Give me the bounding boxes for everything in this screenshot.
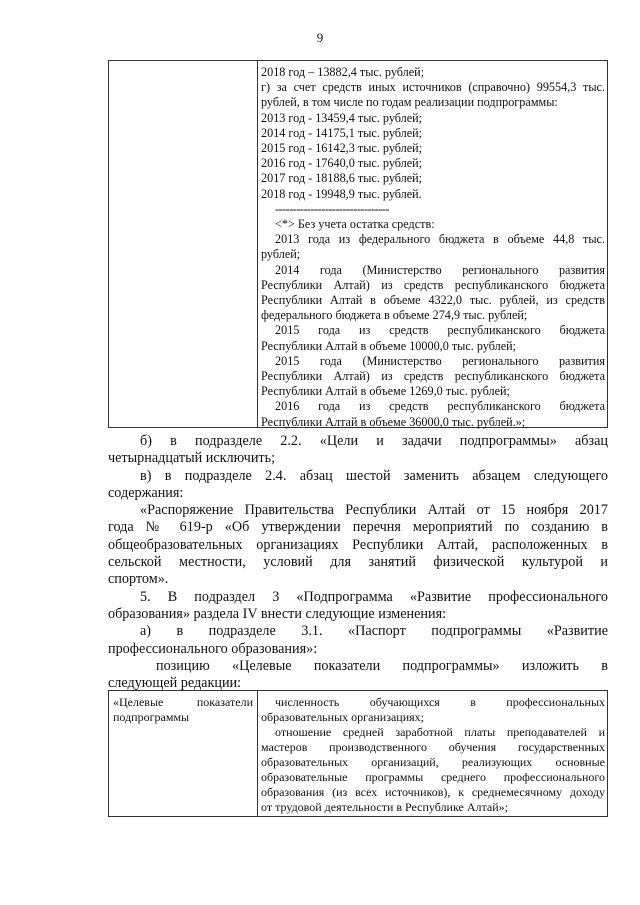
body-line: б) в подразделе 2.2. «Цели и задачи подпрограммы» абзац: [140, 433, 608, 449]
footnote-line: Республики Алтай в объеме 10000,0 тыс. рублей;: [261, 338, 517, 353]
funding-cell: [261, 65, 605, 430]
column-divider: [257, 691, 258, 816]
funding-line: 2016 год - 17640,0 тыс. рублей;: [261, 156, 423, 171]
page-number: 9: [316, 30, 324, 45]
indicator-line: образовательных организаций, реализующих основные: [261, 755, 605, 769]
indicator-line: образовательных организациях;: [261, 710, 424, 724]
body-line: в) в подразделе 2.4. абзац шестой заменить абзацем следующего: [140, 467, 608, 484]
body-line: образования» раздела IV внести следующие изменения:: [108, 605, 447, 622]
body-line: спортом».: [108, 571, 169, 588]
footnote-line: Республики Алтай в объеме 1269,0 тыс. рублей;: [261, 384, 510, 399]
body-line: профессионального образования»:: [108, 640, 318, 657]
footnote-line: 2015 года из средств республиканского бюджета: [275, 323, 605, 338]
funding-line: рублей, в том числе по годам реализации подпрограммы:: [261, 95, 558, 110]
indicator-line: мастеров производственного обучения государственных: [261, 740, 605, 754]
funding-line: 2018 год - 19948,9 тыс. рублей.: [261, 186, 422, 201]
body-line: а) в подразделе 3.1. «Паспорт подпрограммы «Развитие: [140, 623, 608, 640]
footnote-line: 2014 года (Министерство регионального развития: [275, 262, 605, 277]
indicator-values-cell: [261, 695, 605, 815]
footnote-line: Республики Алтай в объеме 36000,0 тыс. рублей.»;: [261, 414, 526, 429]
target-indicators-table: [108, 690, 608, 817]
body-line: следующей редакции:: [108, 675, 242, 692]
indicator-line: численность обучающихся в профессиональных: [275, 695, 605, 709]
funding-line: г) за счет средств иных источников (справочно) 99554,3 тыс.: [261, 80, 605, 95]
footnote-line: Республики Алтай в объеме 4322,0 тыс. рублей, из средств: [261, 293, 605, 308]
body-line: сельской местности, условий для занятий физической культурой и: [108, 554, 608, 571]
indicator-line: образовательные программы среднего профессионального: [261, 770, 605, 784]
funding-table: [108, 60, 608, 428]
indicator-heading-line: «Целевые показатели: [113, 695, 253, 709]
funding-line: 2017 год - 18188,6 тыс. рублей;: [261, 171, 423, 186]
footnote-line: 2015 года (Министерство регионального развития: [275, 353, 605, 368]
body-line: 5. В подраздел 3 «Подпрограмма «Развитие профессионального: [140, 588, 608, 605]
body-line: позицию «Целевые показатели подпрограммы» изложить в: [156, 657, 608, 674]
body-line: четырнадцатый исключить;: [108, 450, 276, 467]
body-line: «Распоряжение Правительства Республики Алтай от 15 ноября 2017: [140, 502, 608, 519]
column-divider: [257, 61, 258, 427]
body-line: содержания:: [108, 484, 184, 501]
funding-line: 2015 год - 16142,3 тыс. рублей;: [261, 141, 423, 156]
footnote-separator: --------------------------------: [275, 201, 389, 216]
funding-line: 2014 год - 14175,1 тыс. рублей;: [261, 125, 423, 140]
footnote-line: рублей;: [261, 247, 301, 262]
document-body: [108, 433, 608, 692]
body-line: года № 619-р «Об утверждении перечня мероприятий по созданию в: [108, 519, 608, 536]
footnote-line: Республики Алтай) из средств республиканского бюджета: [261, 277, 605, 292]
footnote-line: Республики Алтай) из средств республиканского бюджета: [261, 369, 605, 384]
funding-line: 2018 год – 13882,4 тыс. рублей;: [261, 65, 425, 79]
funding-line: 2013 год - 13459,4 тыс. рублей;: [261, 110, 423, 125]
indicator-line: отношение средней заработной платы преподавателей и: [275, 725, 605, 739]
footnote-line: 2013 года из федерального бюджета в объеме 44,8 тыс.: [275, 232, 605, 247]
indicator-line: от трудовой деятельности в Республике Алтай»;: [261, 800, 508, 814]
indicator-heading-line: подпрограммы: [113, 710, 190, 724]
footnote-line: 2016 года из средств республиканского бюджета: [275, 399, 605, 414]
footnote-line: федерального бюджета в объеме 274,9 тыс. рублей;: [261, 308, 528, 323]
indicator-line: образования (из всех источников), к среднемесячному доходу: [261, 785, 605, 799]
footnote-title: <*> Без учета остатка средств:: [275, 217, 435, 232]
body-line: общеобразовательных организациях Республики Алтай, расположенных в: [108, 536, 608, 553]
indicator-heading-cell: [113, 695, 253, 725]
